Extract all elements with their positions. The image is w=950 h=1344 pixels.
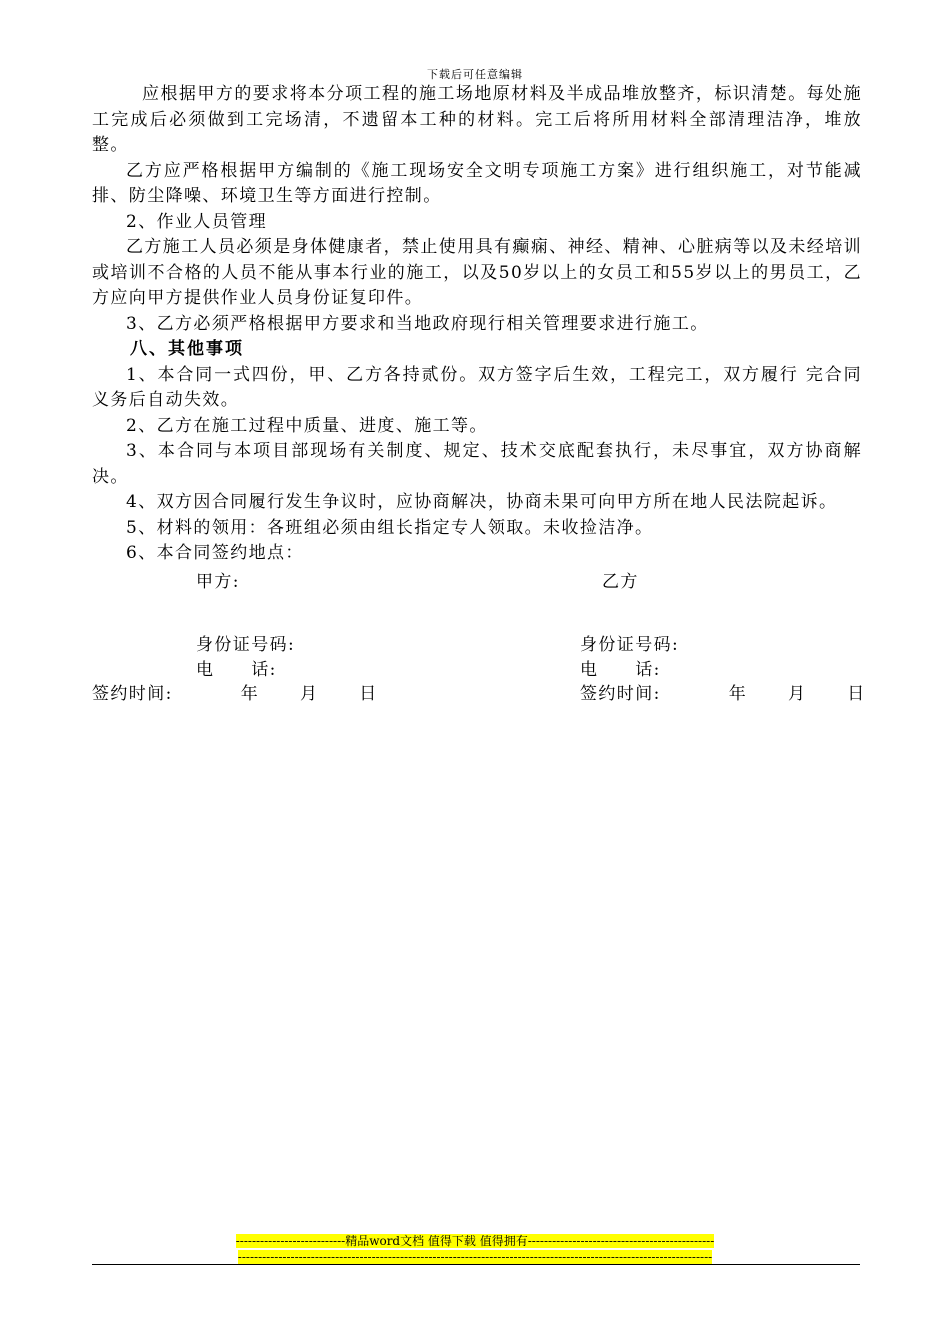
paragraph-safety-plan: 乙方应严格根据甲方编制的《施工现场安全文明专项施工方案》进行组织施工，对节能减排、防尘降噪、环境卫生等方面进行控制。 <box>92 160 862 206</box>
party-a-date-label: 签约时间: 年 月 日 <box>92 683 378 704</box>
footer-divider <box>92 1264 860 1265</box>
paragraph-staff-management-title: 2、作业人员管理 <box>126 211 268 232</box>
other-item-2: 2、乙方在施工过程中质量、进度、施工等。 <box>126 415 488 436</box>
other-item-3: 3、本合同与本项目部现场有关制度、规定、技术交底配套执行，未尽事宜，双方协商解决。 <box>92 441 862 487</box>
other-item-1: 1、本合同一式四份，甲、乙方各持贰份。双方签字后生效，工程完工，双方履行 完合同义务后自动失效。 <box>92 364 862 410</box>
party-a-label: 甲方: <box>196 571 240 592</box>
party-b-phone-label: 电 话: <box>580 659 661 680</box>
paragraph-staff-requirements: 乙方施工人员必须是身体健康者，禁止使用具有癫痫、神经、精神、心脏病等以及未经培训或培训不合格的人员不能从事本行业的施工，以及50岁以上的女员工和55岁以上的男员工，乙方应向甲方提供作业人员身份证复印件。 <box>92 237 862 308</box>
party-b-label: 乙方 <box>602 571 639 592</box>
document-body <box>92 82 866 717</box>
footer-banner-dashes: --------------------------------------------------------------------------------------------------------------------- <box>237 1250 713 1264</box>
section-heading-other-matters: 八、其他事项 <box>130 339 244 359</box>
other-item-5: 5、材料的领用：各班组必须由组长指定专人领取。未收捡洁净。 <box>126 517 654 538</box>
other-item-6: 6、本合同签约地点： <box>126 543 304 563</box>
paragraph-compliance: 3、乙方必须严格根据甲方要求和当地政府现行相关管理要求进行施工。 <box>126 313 709 334</box>
party-a-phone-label: 电 话: <box>196 659 277 680</box>
party-b-date-label: 签约时间: 年 月 日 <box>580 683 866 704</box>
footer-banner-text: ---------------------------精品word文档 值得下载 值得拥有---------------------------------------------- <box>235 1234 715 1248</box>
signature-block <box>92 567 866 717</box>
footer-banner-line2 <box>0 1246 950 1265</box>
party-a-id-label: 身份证号码: <box>196 634 296 655</box>
party-b-id-label: 身份证号码: <box>580 634 680 655</box>
paragraph-site-cleanup: 应根据甲方的要求将本分项工程的施工场地原材料及半成品堆放整齐，标识清楚。每处施工完成后必须做到工完场清，不遗留本工种的材料。完工后将所用材料全部清理洁净，堆放整。 <box>92 84 862 155</box>
header-note: 下载后可任意编辑 <box>427 68 523 81</box>
other-item-4: 4、双方因合同履行发生争议时，应协商解决，协商未果可向甲方所在地人民法院起诉。 <box>126 492 838 512</box>
